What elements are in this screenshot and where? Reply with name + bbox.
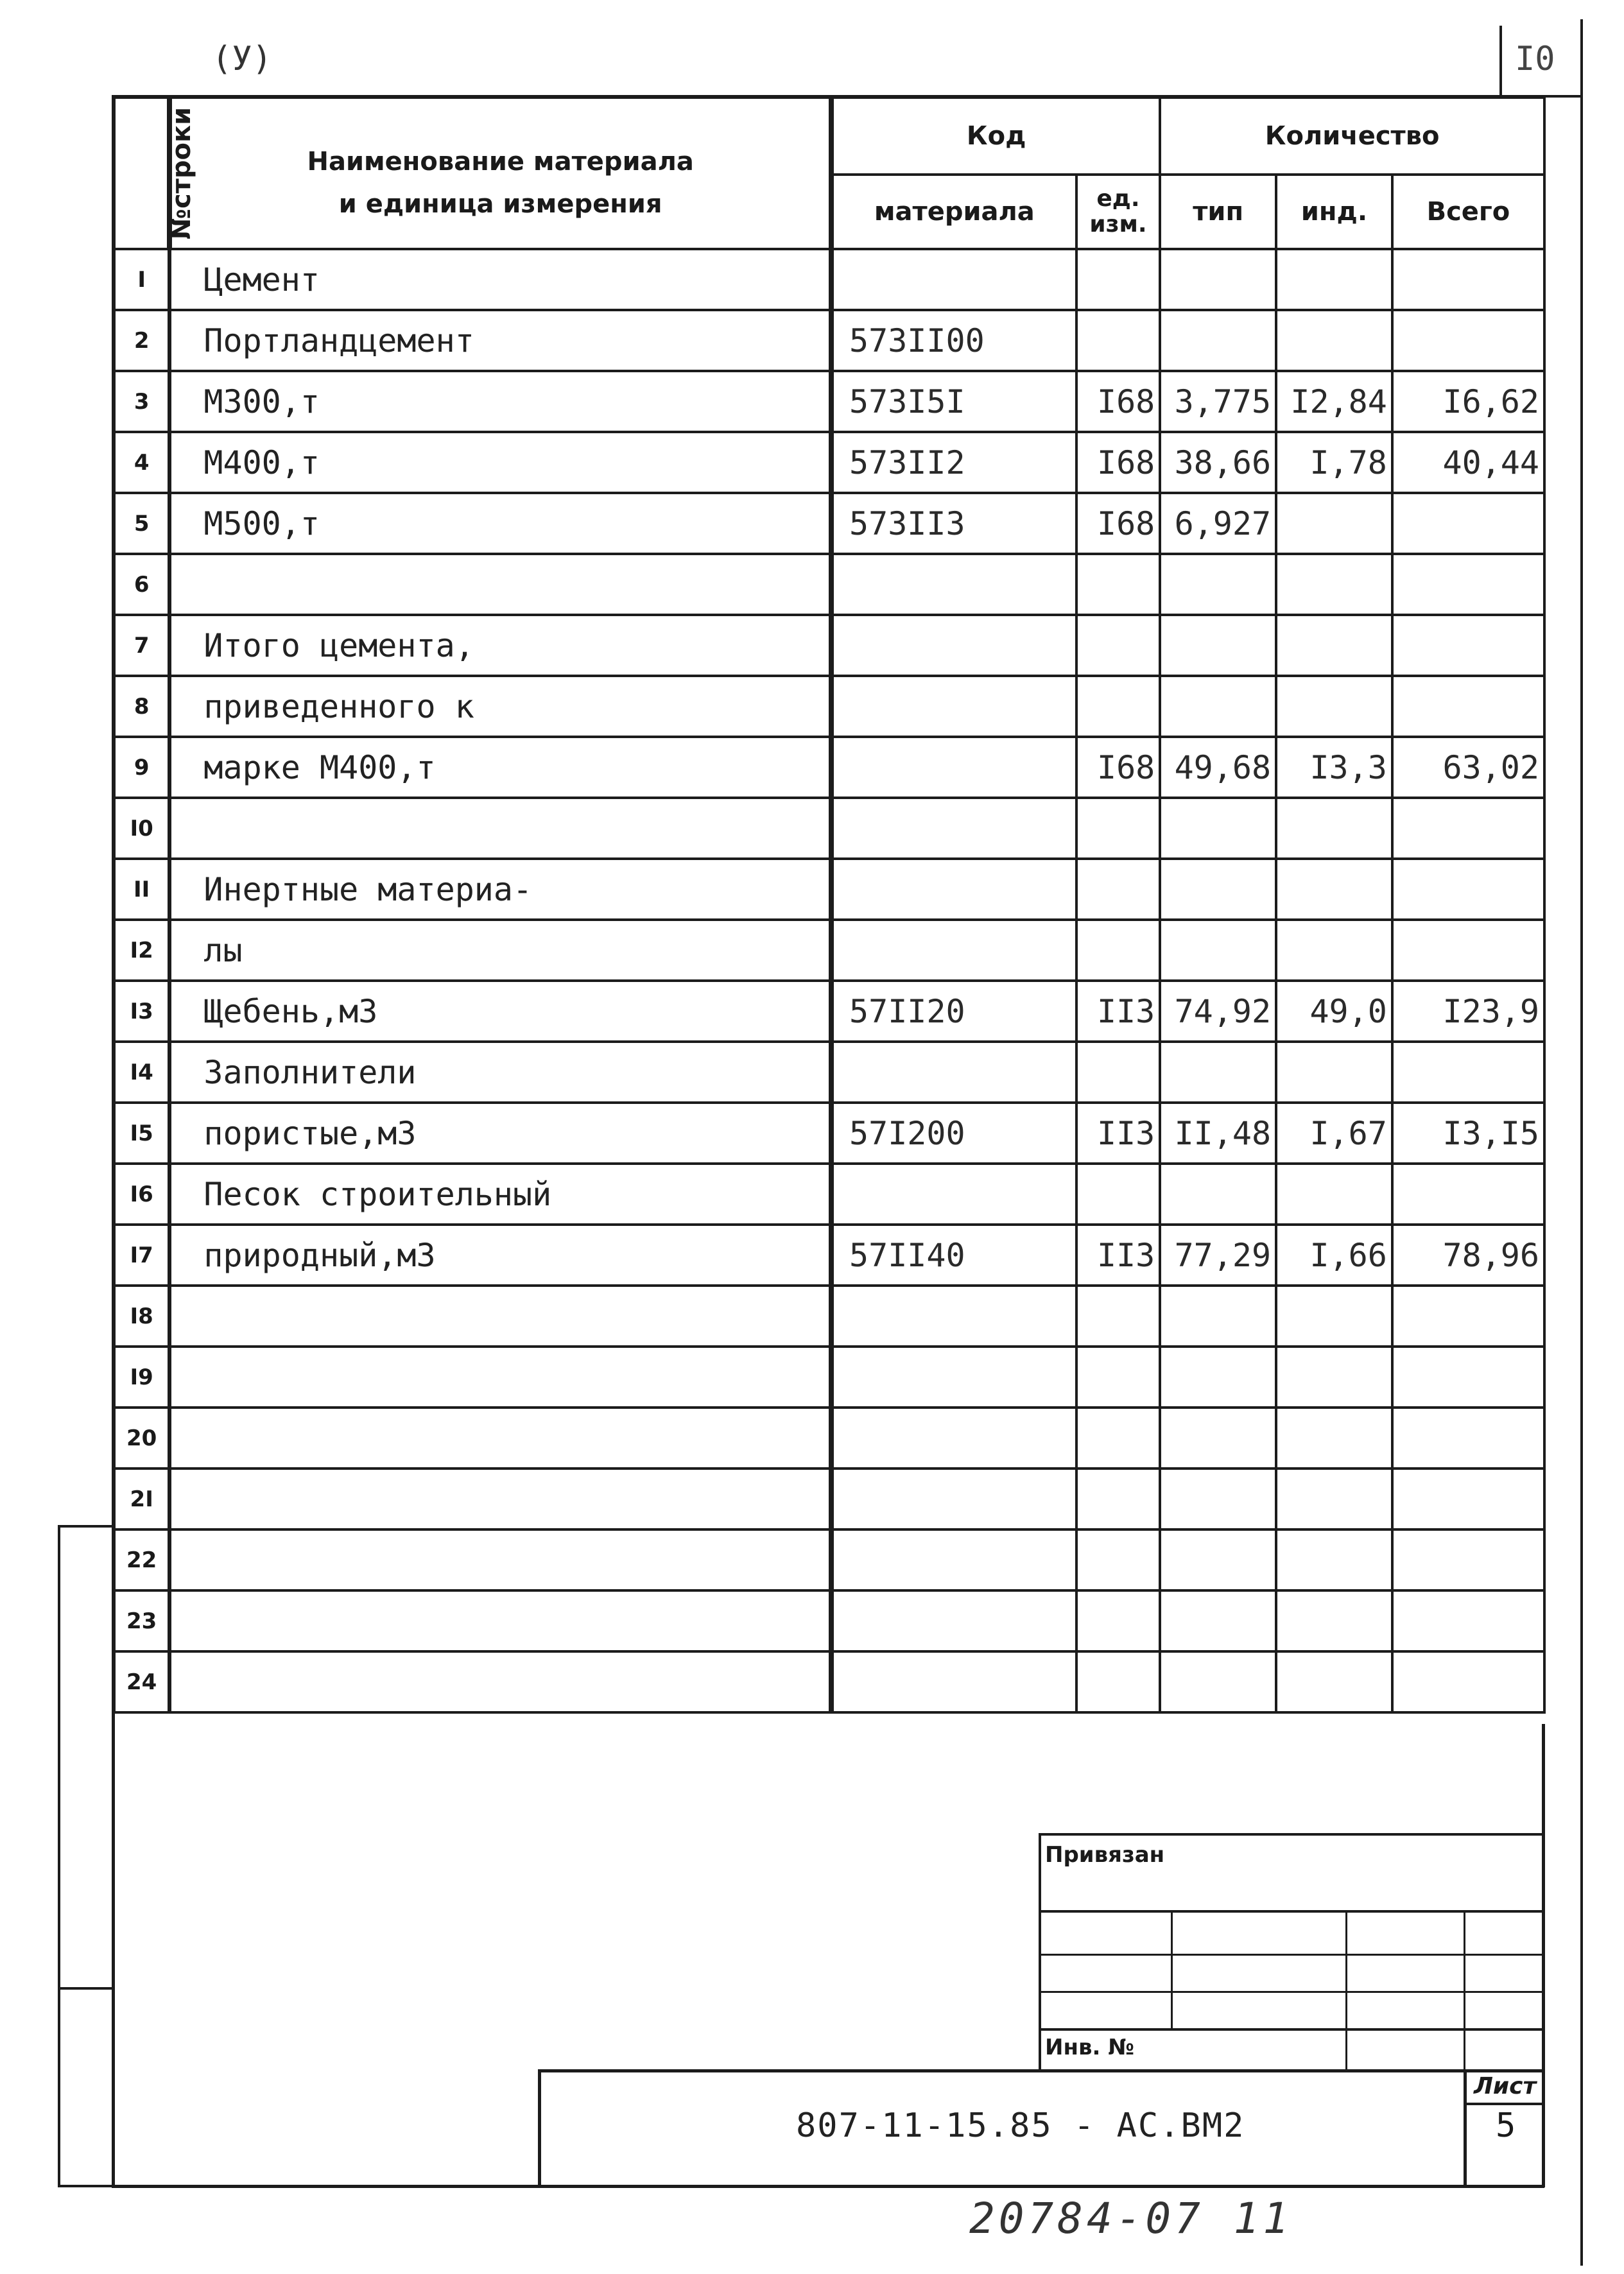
- material-name-cell: лы: [169, 920, 831, 981]
- qty-ind-cell: [1276, 1347, 1392, 1408]
- qty-ind-cell: I,67: [1276, 1103, 1392, 1164]
- qty-total-cell: [1392, 493, 1544, 554]
- row-number-cell: I0: [114, 798, 169, 859]
- material-name-cell: [169, 798, 831, 859]
- row-number-cell: II: [114, 859, 169, 920]
- material-code-cell: [831, 676, 1076, 737]
- material-code-cell: 573I5I: [831, 371, 1076, 432]
- header-qty-type: тип: [1160, 175, 1276, 249]
- table-row: [114, 798, 1544, 859]
- row-number-cell: I6: [114, 1164, 169, 1225]
- title-block-top: [538, 2069, 1544, 2072]
- frame-bottom-line: [112, 2185, 1544, 2188]
- unit-code-cell: [1076, 1347, 1161, 1408]
- material-code-cell: [831, 1408, 1076, 1469]
- header-qty-total: Всего: [1392, 175, 1544, 249]
- qty-ind-cell: [1276, 249, 1392, 310]
- margin-strip-outer: [58, 1525, 60, 2186]
- table-row: [114, 1225, 1544, 1286]
- header-code-unit-line1: ед.: [1096, 185, 1140, 212]
- margin-strip-bottom: [58, 2185, 113, 2187]
- frame-top-notch: [1499, 26, 1502, 96]
- header-name-line2: и единица измерения: [338, 189, 662, 219]
- row-number-cell: I4: [114, 1042, 169, 1103]
- qty-total-cell: [1392, 798, 1544, 859]
- unit-code-cell: II3: [1076, 1225, 1161, 1286]
- stamp-col-line-1: [1171, 1910, 1173, 2029]
- material-code-cell: [831, 798, 1076, 859]
- material-name-cell: [169, 1651, 831, 1712]
- qty-ind-cell: [1276, 1286, 1392, 1347]
- title-block-left: [538, 2069, 541, 2187]
- qty-type-cell: [1160, 554, 1276, 615]
- materials-table: [113, 96, 1546, 1714]
- qty-type-cell: [1160, 920, 1276, 981]
- row-number-cell: 6: [114, 554, 169, 615]
- unit-code-cell: I68: [1076, 432, 1161, 493]
- row-number-cell: 9: [114, 737, 169, 798]
- qty-total-cell: [1392, 615, 1544, 676]
- header-name-line1: Наименование материала: [307, 147, 694, 177]
- qty-ind-cell: [1276, 554, 1392, 615]
- archive-number: 20784-07 11: [969, 2194, 1293, 2243]
- material-code-cell: [831, 1590, 1076, 1651]
- sheet-cell-left: [1464, 2069, 1467, 2187]
- qty-total-cell: [1392, 676, 1544, 737]
- qty-ind-cell: I2,84: [1276, 371, 1392, 432]
- qty-type-cell: [1160, 249, 1276, 310]
- qty-total-cell: [1392, 1347, 1544, 1408]
- table-row: [114, 1103, 1544, 1164]
- qty-type-cell: [1160, 1651, 1276, 1712]
- qty-ind-cell: [1276, 1529, 1392, 1590]
- material-name-cell: M300,т: [169, 371, 831, 432]
- frame-inner-right: [1542, 1724, 1545, 2187]
- material-code-cell: [831, 1164, 1076, 1225]
- qty-total-cell: [1392, 1164, 1544, 1225]
- row-number-cell: 20: [114, 1408, 169, 1469]
- unit-code-cell: I68: [1076, 371, 1161, 432]
- material-name-cell: [169, 1529, 831, 1590]
- table-row: [114, 249, 1544, 310]
- unit-code-cell: [1076, 1590, 1161, 1651]
- document-code: 807-11-15.85 - АС.ВМ2: [796, 2106, 1245, 2145]
- table-row: [114, 737, 1544, 798]
- unit-code-cell: [1076, 1529, 1161, 1590]
- material-name-cell: [169, 1286, 831, 1347]
- row-number-cell: 4: [114, 432, 169, 493]
- qty-total-cell: [1392, 1286, 1544, 1347]
- qty-type-cell: [1160, 859, 1276, 920]
- material-code-cell: 57II20: [831, 981, 1076, 1042]
- qty-ind-cell: I3,3: [1276, 737, 1392, 798]
- table-row: [114, 1347, 1544, 1408]
- unit-code-cell: [1076, 554, 1161, 615]
- table-row: [114, 981, 1544, 1042]
- unit-code-cell: [1076, 920, 1161, 981]
- stamp-col-line-2: [1345, 1910, 1347, 2071]
- qty-total-cell: [1392, 859, 1544, 920]
- material-name-cell: марке M400,т: [169, 737, 831, 798]
- unit-code-cell: [1076, 1651, 1161, 1712]
- qty-type-cell: [1160, 798, 1276, 859]
- material-code-cell: [831, 249, 1076, 310]
- material-name-cell: [169, 1408, 831, 1469]
- table-body: [114, 249, 1544, 1712]
- qty-total-cell: [1392, 1042, 1544, 1103]
- qty-ind-cell: [1276, 798, 1392, 859]
- material-name-cell: M400,т: [169, 432, 831, 493]
- qty-type-cell: 6,927: [1160, 493, 1276, 554]
- qty-total-cell: [1392, 249, 1544, 310]
- unit-code-cell: [1076, 1042, 1161, 1103]
- material-code-cell: [831, 554, 1076, 615]
- unit-code-cell: [1076, 676, 1161, 737]
- table-row: [114, 1529, 1544, 1590]
- qty-type-cell: [1160, 1469, 1276, 1529]
- material-code-cell: [831, 1529, 1076, 1590]
- unit-code-cell: [1076, 249, 1161, 310]
- row-number-cell: I2: [114, 920, 169, 981]
- table-row: [114, 859, 1544, 920]
- qty-ind-cell: [1276, 1408, 1392, 1469]
- material-name-cell: Портландцемент: [169, 310, 831, 371]
- sheet-cell-divider: [1464, 2103, 1544, 2105]
- unit-code-cell: II3: [1076, 1103, 1161, 1164]
- qty-type-cell: 3,775: [1160, 371, 1276, 432]
- row-number-cell: 3: [114, 371, 169, 432]
- unit-code-cell: [1076, 798, 1161, 859]
- qty-total-cell: [1392, 1408, 1544, 1469]
- material-code-cell: [831, 1347, 1076, 1408]
- qty-type-cell: [1160, 1529, 1276, 1590]
- sheet-value: 5: [1496, 2106, 1516, 2145]
- sheet-number: I0: [1515, 40, 1555, 78]
- qty-total-cell: 78,96: [1392, 1225, 1544, 1286]
- material-code-cell: [831, 920, 1076, 981]
- qty-ind-cell: [1276, 1042, 1392, 1103]
- material-code-cell: [831, 737, 1076, 798]
- material-name-cell: Инертные материа-: [169, 859, 831, 920]
- unit-code-cell: [1076, 1164, 1161, 1225]
- qty-ind-cell: I,66: [1276, 1225, 1392, 1286]
- table-row: [114, 1590, 1544, 1651]
- qty-type-cell: [1160, 615, 1276, 676]
- qty-total-cell: I3,I5: [1392, 1103, 1544, 1164]
- material-code-cell: 573II2: [831, 432, 1076, 493]
- unit-code-cell: [1076, 1469, 1161, 1529]
- row-number-cell: I5: [114, 1103, 169, 1164]
- header-code-unit-line2: изм.: [1089, 211, 1147, 237]
- header-code-group: Код: [831, 98, 1160, 175]
- row-number-cell: I9: [114, 1347, 169, 1408]
- qty-ind-cell: [1276, 920, 1392, 981]
- stamp-row-line-2: [1039, 1954, 1542, 1956]
- row-number-cell: I8: [114, 1286, 169, 1347]
- qty-type-cell: II,48: [1160, 1103, 1276, 1164]
- qty-total-cell: [1392, 1469, 1544, 1529]
- material-name-cell: [169, 1590, 831, 1651]
- qty-type-cell: [1160, 1408, 1276, 1469]
- qty-total-cell: 63,02: [1392, 737, 1544, 798]
- margin-strip-top: [58, 1525, 113, 1528]
- linked-label: Привязан: [1045, 1842, 1165, 1868]
- qty-total-cell: [1392, 554, 1544, 615]
- material-name-cell: Песок строительный: [169, 1164, 831, 1225]
- unit-code-cell: [1076, 859, 1161, 920]
- unit-code-cell: [1076, 615, 1161, 676]
- qty-type-cell: 77,29: [1160, 1225, 1276, 1286]
- material-code-cell: 57II40: [831, 1225, 1076, 1286]
- row-number-cell: I: [114, 249, 169, 310]
- material-name-cell: Заполнители: [169, 1042, 831, 1103]
- table-row: [114, 1286, 1544, 1347]
- material-code-cell: [831, 859, 1076, 920]
- material-name-cell: [169, 554, 831, 615]
- qty-type-cell: [1160, 676, 1276, 737]
- row-number-cell: 7: [114, 615, 169, 676]
- qty-type-cell: [1160, 1347, 1276, 1408]
- table-row: [114, 432, 1544, 493]
- material-code-cell: [831, 1042, 1076, 1103]
- qty-ind-cell: [1276, 1651, 1392, 1712]
- table-row: [114, 1651, 1544, 1712]
- material-name-cell: природный,м3: [169, 1225, 831, 1286]
- qty-type-cell: 38,66: [1160, 432, 1276, 493]
- inv-label: Инв. №: [1045, 2035, 1135, 2060]
- stamp-top-line: [1039, 1833, 1542, 1836]
- header-qty-ind: инд.: [1276, 175, 1392, 249]
- row-number-cell: 8: [114, 676, 169, 737]
- stamp-row-line-4: [1039, 2028, 1542, 2031]
- material-code-cell: [831, 1286, 1076, 1347]
- stamp-col-line-3: [1464, 1910, 1465, 2071]
- qty-total-cell: [1392, 1651, 1544, 1712]
- qty-ind-cell: I,78: [1276, 432, 1392, 493]
- qty-type-cell: 74,92: [1160, 981, 1276, 1042]
- table-row: [114, 310, 1544, 371]
- qty-ind-cell: [1276, 1164, 1392, 1225]
- qty-type-cell: [1160, 1286, 1276, 1347]
- unit-code-cell: II3: [1076, 981, 1161, 1042]
- material-code-cell: [831, 1469, 1076, 1529]
- qty-ind-cell: [1276, 615, 1392, 676]
- unit-code-cell: [1076, 1408, 1161, 1469]
- material-code-cell: [831, 1651, 1076, 1712]
- material-code-cell: 573II3: [831, 493, 1076, 554]
- qty-total-cell: [1392, 310, 1544, 371]
- material-name-cell: пористые,м3: [169, 1103, 831, 1164]
- unit-code-cell: [1076, 1286, 1161, 1347]
- header-row-number: [114, 98, 197, 249]
- table-row: [114, 1408, 1544, 1469]
- table-row: [114, 676, 1544, 737]
- qty-ind-cell: 49,0: [1276, 981, 1392, 1042]
- material-name-cell: M500,т: [169, 493, 831, 554]
- qty-type-cell: [1160, 310, 1276, 371]
- qty-type-cell: 49,68: [1160, 737, 1276, 798]
- header-name: [169, 98, 831, 249]
- qty-ind-cell: [1276, 1469, 1392, 1529]
- row-number-cell: 22: [114, 1529, 169, 1590]
- qty-total-cell: 40,44: [1392, 432, 1544, 493]
- header-code-material: материала: [831, 175, 1076, 249]
- stamp-row-line-3: [1039, 1991, 1542, 1993]
- qty-total-cell: [1392, 1590, 1544, 1651]
- table-row: [114, 493, 1544, 554]
- frame-right-line: [1580, 19, 1583, 2266]
- stamp-left-line: [1039, 1833, 1041, 2071]
- material-name-cell: Щебень,м3: [169, 981, 831, 1042]
- qty-type-cell: [1160, 1042, 1276, 1103]
- qty-ind-cell: [1276, 676, 1392, 737]
- material-code-cell: 573II00: [831, 310, 1076, 371]
- material-name-cell: Итого цемента,: [169, 615, 831, 676]
- table-row: [114, 1042, 1544, 1103]
- top-mark: (У): [212, 40, 272, 78]
- row-number-cell: 5: [114, 493, 169, 554]
- header-row-number-label: №строки: [167, 107, 197, 240]
- table-row: [114, 615, 1544, 676]
- qty-type-cell: [1160, 1164, 1276, 1225]
- row-number-cell: 23: [114, 1590, 169, 1651]
- unit-code-cell: I68: [1076, 737, 1161, 798]
- material-name-cell: приведенного к: [169, 676, 831, 737]
- table-header: [114, 98, 1544, 249]
- margin-strip-mid: [58, 1987, 113, 1990]
- table-row: [114, 1164, 1544, 1225]
- qty-total-cell: [1392, 1529, 1544, 1590]
- material-name-cell: [169, 1469, 831, 1529]
- qty-ind-cell: [1276, 493, 1392, 554]
- header-qty-group: Количество: [1160, 98, 1544, 175]
- qty-ind-cell: [1276, 1590, 1392, 1651]
- qty-ind-cell: [1276, 310, 1392, 371]
- table-row: [114, 554, 1544, 615]
- qty-total-cell: I6,62: [1392, 371, 1544, 432]
- qty-type-cell: [1160, 1590, 1276, 1651]
- unit-code-cell: I68: [1076, 493, 1161, 554]
- sheet-label: Лист: [1474, 2073, 1537, 2099]
- qty-total-cell: I23,9: [1392, 981, 1544, 1042]
- row-number-cell: 2: [114, 310, 169, 371]
- material-name-cell: Цемент: [169, 249, 831, 310]
- row-number-cell: 2I: [114, 1469, 169, 1529]
- row-number-cell: 24: [114, 1651, 169, 1712]
- material-name-cell: [169, 1347, 831, 1408]
- table-row: [114, 371, 1544, 432]
- header-code-unit: [1076, 175, 1161, 249]
- table-row: [114, 920, 1544, 981]
- material-code-cell: 57I200: [831, 1103, 1076, 1164]
- table-row: [114, 1469, 1544, 1529]
- row-number-cell: I3: [114, 981, 169, 1042]
- qty-ind-cell: [1276, 859, 1392, 920]
- material-code-cell: [831, 615, 1076, 676]
- qty-total-cell: [1392, 920, 1544, 981]
- row-number-cell: I7: [114, 1225, 169, 1286]
- unit-code-cell: [1076, 310, 1161, 371]
- stamp-row-line-1: [1039, 1910, 1542, 1913]
